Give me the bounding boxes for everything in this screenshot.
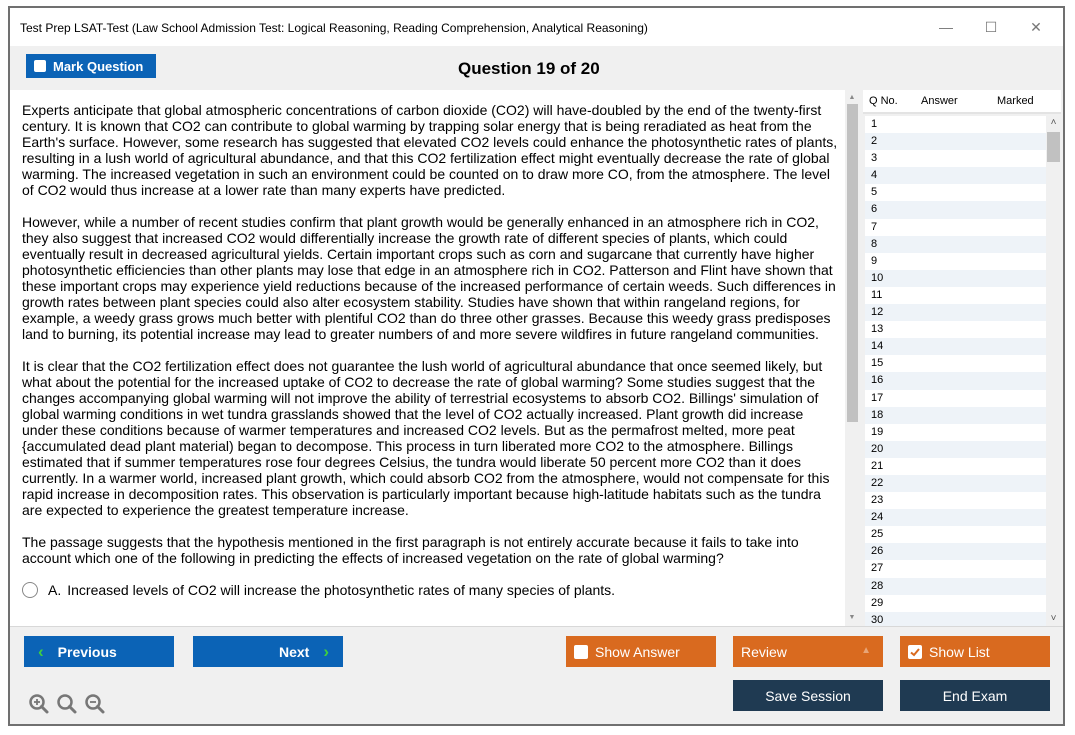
scroll-down-icon[interactable]: ▼: [848, 614, 856, 621]
question-list-row[interactable]: 11: [865, 287, 1046, 304]
review-dropdown[interactable]: [733, 636, 883, 667]
question-list-row[interactable]: 8: [865, 236, 1046, 253]
passage-scrollbar[interactable]: [845, 90, 859, 626]
column-header-qno[interactable]: Q No.: [869, 95, 898, 107]
previous-label: Previous: [57, 643, 117, 660]
maximize-icon: ☐: [984, 18, 998, 35]
question-header: [10, 46, 1063, 90]
checkbox-icon: [34, 60, 46, 72]
window-title: Test Prep LSAT-Test (Law School Admission Test: Logical Reasoning, Reading Comprehension, Analytical Reasoning): [20, 21, 648, 35]
question-list-rows: [865, 116, 1046, 629]
question-list-row[interactable]: 24: [865, 509, 1046, 526]
show-list-toggle[interactable]: [900, 636, 1050, 667]
footer-toolbar: [10, 626, 1063, 725]
close-icon: ✕: [1030, 18, 1042, 35]
chevron-up-icon[interactable]: ˄: [1050, 117, 1057, 128]
close-button[interactable]: [1014, 14, 1058, 40]
show-list-label: Show List: [929, 643, 990, 660]
passage-paragraph: Experts anticipate that global atmospheric concentrations of carbon dioxide (CO2) will have-doubled by the end of the twenty-first century. It is known that CO2 can contribute to global warming by trapping solar energy that is being reradiated as heat from the Earth's surface. However, some research has suggested that elevated CO2 levels could enhance the photosynthetic rates of plants, resulting in a lush world of agricultural abundance, and that this CO2 fertilization effect might eventually decrease the rate of global warming. The increased vegetation in such an environment could be counted on to draw more CO, from the atmosphere. The level of CO2 would thus increase at a lower rate than many experts have predicted.: [22, 102, 838, 198]
zoom-reset-icon[interactable]: [56, 693, 78, 715]
show-answer-label: Show Answer: [595, 643, 680, 660]
question-list-row[interactable]: 21: [865, 458, 1046, 475]
save-session-button[interactable]: [733, 680, 883, 711]
question-list-row[interactable]: 12: [865, 304, 1046, 321]
radio-button[interactable]: [22, 582, 38, 598]
review-label: Review: [741, 643, 787, 660]
passage-paragraph: However, while a number of recent studies confirm that plant growth would be generally enhanced in an atmosphere rich in CO2, they also suggest that increased CO2 would differentially increase the growth rate of different species of plants, which could eventually result in decreased agricultural yields. Certain important crops such as corn and sugarcane that currently have higher photosynthetic efficiencies than other plants may lose that edge in an atmosphere rich in CO2. Patterson and Flint have shown that these important crops may experience yield reductions because of the increased performance of certain weeds. Such differences in growth rates between plant species could also alter ecosystem stability. Studies have shown that within rangeland regions, for example, a weedy grass grows much better with plentiful CO2 than do three other grasses. Because this weedy grass predisposes land to burning, its potential increase may lead to greater numbers of and more severe wildfires in future rangeland communities.: [22, 214, 836, 342]
save-session-label: Save Session: [765, 687, 851, 704]
minimize-button[interactable]: [924, 14, 968, 40]
scrollbar-thumb[interactable]: [1047, 132, 1060, 162]
question-list-row[interactable]: 5: [865, 184, 1046, 201]
question-list-row[interactable]: 16: [865, 372, 1046, 389]
question-stem: The passage suggests that the hypothesis mentioned in the first paragraph is not entirely accurate because it fails to take into account which one of the following in predicting the effects of increased vegetation on the rate of global warming?: [22, 534, 799, 566]
passage-paragraph: It is clear that the CO2 fertilization effect does not guarantee the lush world of agricultural abundance that once seemed likely, but what about the potential for the increased uptake of CO2 to decrease the rate of global warming? Some studies suggest that the changes accompanying global warming will not improve the ability of terrestrial ecosystems to absorb CO2. Billings' simulation of global warming conditions in wet tundra grasslands showed that the level of CO2 actually increased. Plant growth did increase under these conditions because of warmer temperatures and increased CO2 levels. But as the permafrost melted, more peat {accumulated dead plant material) began to decompose. This process in turn liberated more CO2 to the atmosphere. Billings estimated that if summer temperatures rose four degrees Celsius, the tundra would liberate 50 percent more CO2 than it does currently. In a warmer world, increased plant growth, which could absorb CO2 from the atmosphere, would not compensate for this rapid increase in decomposition rates. This observation is particularly important because high-latitude habitats such as the tundra are expected to experience the greatest temperature increase.: [22, 358, 830, 518]
question-list-row[interactable]: 28: [865, 578, 1046, 595]
scroll-up-icon[interactable]: ▲: [848, 94, 856, 101]
question-list-row[interactable]: 18: [865, 407, 1046, 424]
question-list-row[interactable]: 6: [865, 201, 1046, 218]
question-list-row[interactable]: 15: [865, 355, 1046, 372]
question-list-row[interactable]: 23: [865, 492, 1046, 509]
passage-pane: [10, 90, 845, 626]
show-answer-toggle[interactable]: [566, 636, 716, 667]
question-list-row[interactable]: 29: [865, 595, 1046, 612]
question-list-row[interactable]: 9: [865, 253, 1046, 270]
scrollbar-thumb[interactable]: [847, 104, 858, 422]
question-list-row[interactable]: 4: [865, 167, 1046, 184]
question-list-scrollbar[interactable]: [1046, 116, 1061, 626]
question-list-row[interactable]: 30: [865, 612, 1046, 629]
question-list-row[interactable]: 27: [865, 560, 1046, 577]
question-list-row[interactable]: 17: [865, 390, 1046, 407]
app-window: [8, 6, 1065, 726]
question-list-row[interactable]: 3: [865, 150, 1046, 167]
next-button[interactable]: [193, 636, 343, 667]
minimize-icon: —: [939, 19, 953, 35]
chevron-right-icon: ›: [323, 641, 329, 661]
question-list-row[interactable]: 1: [865, 116, 1046, 133]
end-exam-button[interactable]: [900, 680, 1050, 711]
question-counter: Question 19 of 20: [458, 59, 600, 78]
chevron-left-icon: ‹: [38, 641, 44, 661]
question-list-row[interactable]: 14: [865, 338, 1046, 355]
question-list-row[interactable]: 2: [865, 133, 1046, 150]
question-list-row[interactable]: 25: [865, 526, 1046, 543]
question-list-row[interactable]: 26: [865, 543, 1046, 560]
question-list-row[interactable]: 10: [865, 270, 1046, 287]
end-exam-label: End Exam: [942, 687, 1008, 704]
zoom-in-icon[interactable]: [28, 693, 50, 715]
question-list-row[interactable]: 7: [865, 219, 1046, 236]
question-list-row[interactable]: 22: [865, 475, 1046, 492]
chevron-down-icon[interactable]: ˅: [1050, 613, 1057, 624]
zoom-out-icon[interactable]: [84, 693, 106, 715]
question-list-row[interactable]: 20: [865, 441, 1046, 458]
option-text: Increased levels of CO2 will increase the photosynthetic rates of many species of plants.: [67, 582, 616, 598]
mark-question-button[interactable]: [26, 54, 156, 78]
checkbox-checked-icon[interactable]: [908, 645, 922, 659]
answer-option-a[interactable]: [22, 582, 842, 598]
option-letter: A.: [48, 582, 62, 598]
title-bar: [10, 8, 1063, 46]
previous-button[interactable]: [24, 636, 174, 667]
question-list-row[interactable]: 19: [865, 424, 1046, 441]
question-list: [863, 90, 1061, 626]
passage-content: [22, 102, 842, 598]
column-header-marked[interactable]: Marked: [997, 95, 1034, 107]
next-label: Next: [278, 643, 310, 660]
zoom-controls: [28, 693, 106, 715]
maximize-button[interactable]: [969, 14, 1013, 40]
mark-question-label: Mark Question: [53, 58, 144, 74]
question-list-header: [863, 90, 1061, 114]
column-header-answer[interactable]: Answer: [921, 95, 958, 107]
caret-up-icon: ▲: [861, 645, 871, 656]
checkbox-icon[interactable]: [574, 645, 588, 659]
question-list-row[interactable]: 13: [865, 321, 1046, 338]
